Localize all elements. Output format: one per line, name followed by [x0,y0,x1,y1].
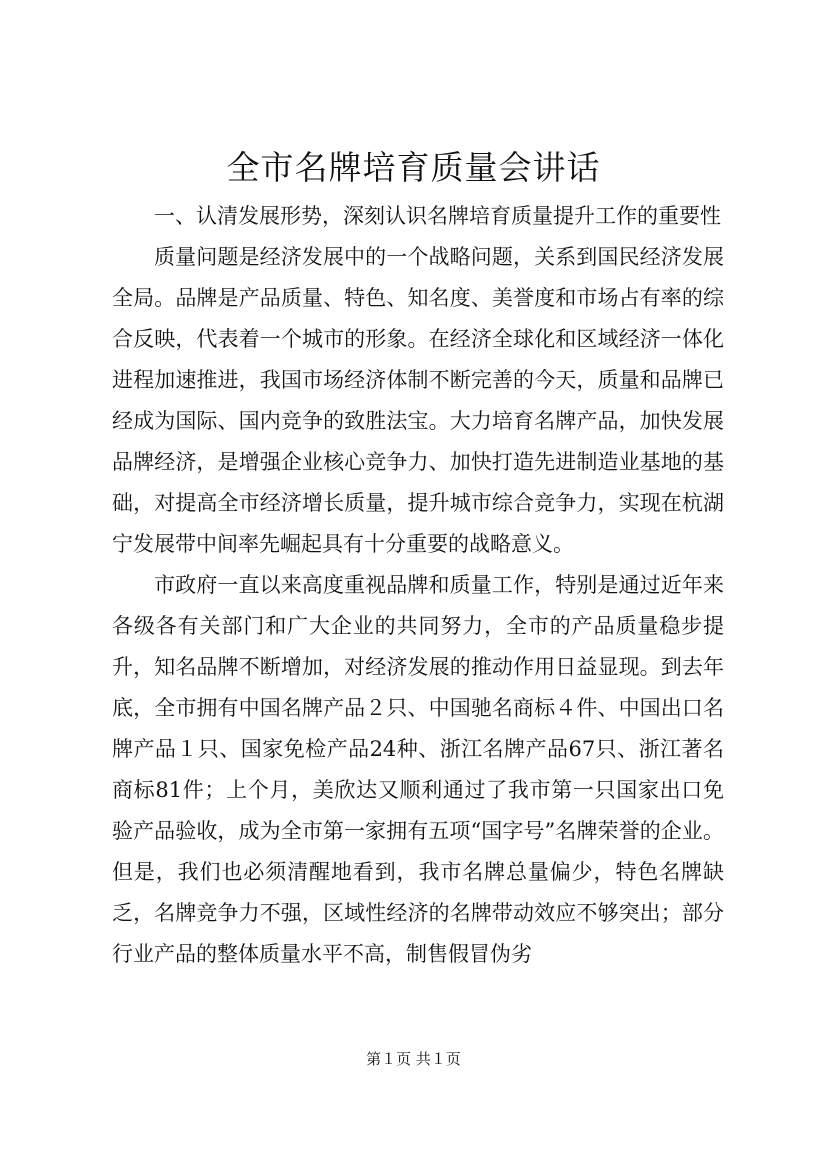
section-heading: 一、认清发展形势，深刻认识名牌培育质量提升工作的重要性 [154,204,721,228]
body-paragraph: 市政府一直以来高度重视品牌和质量工作，特别是通过近年来各级各有关部门和广大企业的共同努力，全市的产品质量稳步提升，知名品牌不断增加，对经济发展的推动作用日益显现。到去年底，全市拥有中国名牌产品２只、中国驰名商标４件、中国出口名牌产品１只、国家免检产品24种、浙江名牌产品67只、浙江著名商标81件；上个月，美欣达又顺利通过了我市第一只国家出口免验产品验收，成为全市第一家拥有五项“国字号”名牌荣誉的企业。但是，我们也必须清醒地看到，我市名牌总量偏少，特色名牌缺乏，名牌竞争力不强，区域性经济的名牌带动效应不够突出；部分行业产品的整体质量水平不高，制售假冒伪劣 [112,573,724,966]
page-number-footer: 第１页 共１页 [366,1050,461,1068]
document-title: 全市名牌培育质量会讲话 [226,148,601,187]
body-paragraph: 质量问题是经济发展中的一个战略问题，关系到国民经济发展全局。品牌是产品质量、特色、知名度、美誉度和市场占有率的综合反映，代表着一个城市的形象。在经济全球化和区域经济一体化进程加速推进，我国市场经济体制不断完善的今天，质量和品牌已经成为国际、国内竞争的致胜法宝。大力培育名牌产品，加快发展品牌经济，是增强企业核心竞争力、加快打造先进制造业基地的基础，对提高全市经济增长质量，提升城市综合竞争力，实现在杭湖宁发展带中间率先崛起具有十分重要的战略意义。 [112,245,724,556]
document-body [112,196,724,975]
